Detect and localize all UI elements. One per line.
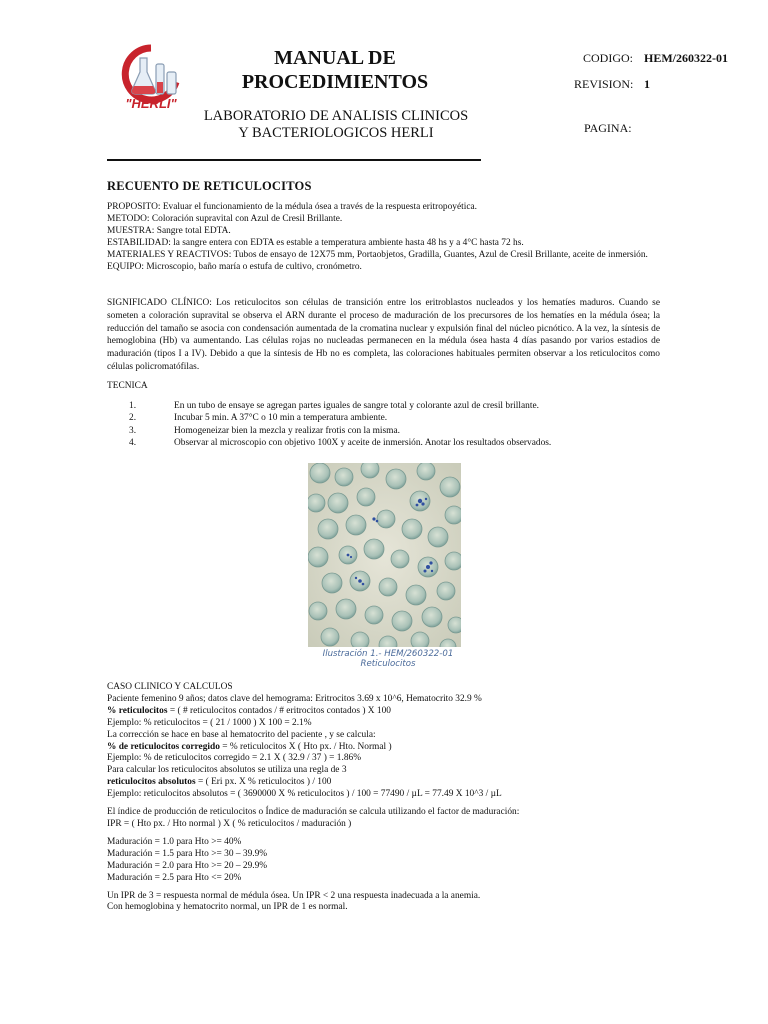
step-number: 3.	[129, 425, 137, 436]
ipr-intro: El índice de producción de reticulocitos o Índice de maduración se calcula utilizando el factor de maduración:	[107, 807, 520, 818]
formula-label: % de reticulocitos corregido	[107, 741, 220, 752]
regla-de-3-text: Para calcular los reticulocitos absolutos se utiliza una regla de 3	[107, 765, 347, 776]
step-text: En un tubo de ensaye se agregan partes iguales de sangre total y colorante azul de cresil brillante.	[174, 401, 539, 411]
step-number: 4.	[129, 438, 137, 449]
formula-absolutos	[107, 777, 667, 789]
list-item	[107, 400, 660, 412]
list-item	[107, 437, 660, 449]
pagina-label: PAGINA:	[584, 121, 632, 135]
lab-name	[196, 108, 476, 142]
field-metodo: METODO: Coloración supravital con Azul de Cresil Brillante.	[107, 214, 343, 224]
figure-caption: Ilustración 1.- HEM/260322-01 Reticulocitos	[322, 649, 454, 669]
formula-corregido	[107, 742, 667, 754]
formula-text: = ( # reticulocitos contados / # eritrocitos contados ) X 100	[167, 705, 391, 716]
ipr-normal: Con hemoglobina y hematocrito normal, un IPR de 1 es normal.	[107, 902, 348, 913]
title-line-2: PROCEDIMIENTOS	[241, 71, 429, 93]
revision-value: 1	[644, 77, 650, 91]
tecnica-title: TECNICA	[107, 381, 148, 391]
caso-paciente: Paciente femenino 9 años; datos clave del hemograma: Eritrocitos 3.69 x 10^6, Hematocrito 32.9 %	[107, 693, 482, 704]
step-text: Observar al microscopio con objetivo 100X y aceite de inmersión. Anotar los resultados observados.	[174, 438, 552, 449]
formula-label: reticulocitos absolutos	[107, 777, 196, 788]
step-number: 2.	[129, 413, 137, 424]
tecnica-steps	[107, 400, 660, 450]
maduracion-4: Maduración = 2.5 para Hto <= 20%	[107, 872, 242, 883]
codigo-label: CODIGO:	[583, 51, 633, 65]
correccion-text: La corrección se hace en base al hematocrito del paciente , y se calcula:	[107, 729, 376, 740]
field-muestra: MUESTRA: Sangre total EDTA.	[107, 226, 231, 236]
formula-text: = % reticulocitos X ( Hto px. / Hto. Normal )	[219, 741, 392, 752]
field-equipo: EQUIPO: Microscopio, baño maría o estufa de cultivo, cronómetro.	[107, 262, 362, 272]
logo-text: "HERLI"	[125, 96, 177, 111]
field-proposito: PROPOSITO: Evaluar el funcionamiento de la médula ósea a través de la respuesta eritropoyética.	[107, 202, 478, 212]
field-materiales: MATERIALES Y REACTIVOS: Tubos de ensayo de 12X75 mm, Portaobjetos, Gradilla, Guantes, Azul de Cresil Brillante, aceite de inmersión.	[107, 250, 648, 260]
ipr-interpretacion: Un IPR de 3 = respuesta normal de médula ósea. Un IPR < 2 una respuesta inadecuada a la anemia.	[107, 890, 481, 901]
formula-text: = ( Eri px. X % reticulocitos ) / 100	[195, 777, 332, 788]
significado-clinico: SIGNIFICADO CLÍNICO: Los reticulocitos son células de transición entre los eritroblastos nucleados y los hematíes maduros. Cuando se someten a coloración supravital se observa el ARN durante el proceso de maduración de los precursores de los hematíes en la médula ósea; la reducción del tamaño se asocia con condensación aumentada de la cromatina nuclear y expulsión final del núcleo picnótico. A la vez, la síntesis de hemoglobina (Hb) va aumentando. Las células rojas no nucleadas permanecen en la médula ósea hasta 4 días pasando por varios estadios de maduración (tipos I a IV). Debido a que la síntesis de Hb no es completa, las coloraciones habituales permiten observar a los reticulocitos como células policromatófilas.	[107, 298, 660, 372]
maduracion-1: Maduración = 1.0 para Hto >= 40%	[107, 836, 242, 847]
fields-block	[107, 201, 660, 273]
reticulocyte-micrograph	[308, 463, 461, 647]
list-item	[107, 425, 660, 437]
ejemplo-corregido: Ejemplo: % de reticulocitos corregido = 2.1 X ( 32.9 / 37 ) = 1.86%	[107, 753, 362, 764]
section-title: RECUENTO DE RETICULOCITOS	[107, 179, 312, 193]
lab-line-2: Y BACTERIOLOGICOS HERLI	[238, 125, 434, 141]
manual-title	[200, 46, 470, 94]
formula-reticulocitos	[107, 706, 667, 718]
step-text: Incubar 5 min. A 37°C o 10 min a temperatura ambiente.	[174, 413, 388, 424]
ejemplo-absolutos: Ejemplo: reticulocitos absolutos = ( 3690000 X % reticulocitos ) / 100 = 77490 / µL = 77.49 X 10^3 / µL	[107, 789, 502, 800]
header-divider	[107, 159, 481, 161]
maduracion-2: Maduración = 1.5 para Hto >= 30 – 39.9%	[107, 848, 268, 859]
list-item	[107, 412, 660, 424]
step-number: 1.	[129, 401, 137, 411]
lab-line-1: LABORATORIO DE ANALISIS CLINICOS	[203, 108, 469, 124]
title-line-1: MANUAL DE	[274, 47, 396, 69]
step-text: Homogeneizar bien la mezcla y realizar frotis con la misma.	[174, 425, 400, 436]
ipr-formula: IPR = ( Hto px. / Hto normal ) X ( % reticulocitos / maduración )	[107, 818, 352, 829]
herli-logo	[118, 42, 184, 112]
caso-title: CASO CLINICO Y CALCULOS	[107, 682, 233, 692]
ejemplo-reticulocitos: Ejemplo: % reticulocitos = ( 21 / 1000 ) X 100 = 2.1%	[107, 717, 312, 728]
formula-label: % reticulocitos	[107, 705, 168, 716]
revision-label: REVISION:	[574, 77, 634, 91]
caso-clinico	[107, 682, 667, 914]
field-estabilidad: ESTABILIDAD: la sangre entera con EDTA es estable a temperatura ambiente hasta 48 hs y a 4°C hasta 72 hs.	[107, 238, 524, 248]
maduracion-3: Maduración = 2.0 para Hto >= 20 – 29.9%	[107, 860, 268, 871]
codigo-value: HEM/260322-01	[644, 51, 728, 65]
